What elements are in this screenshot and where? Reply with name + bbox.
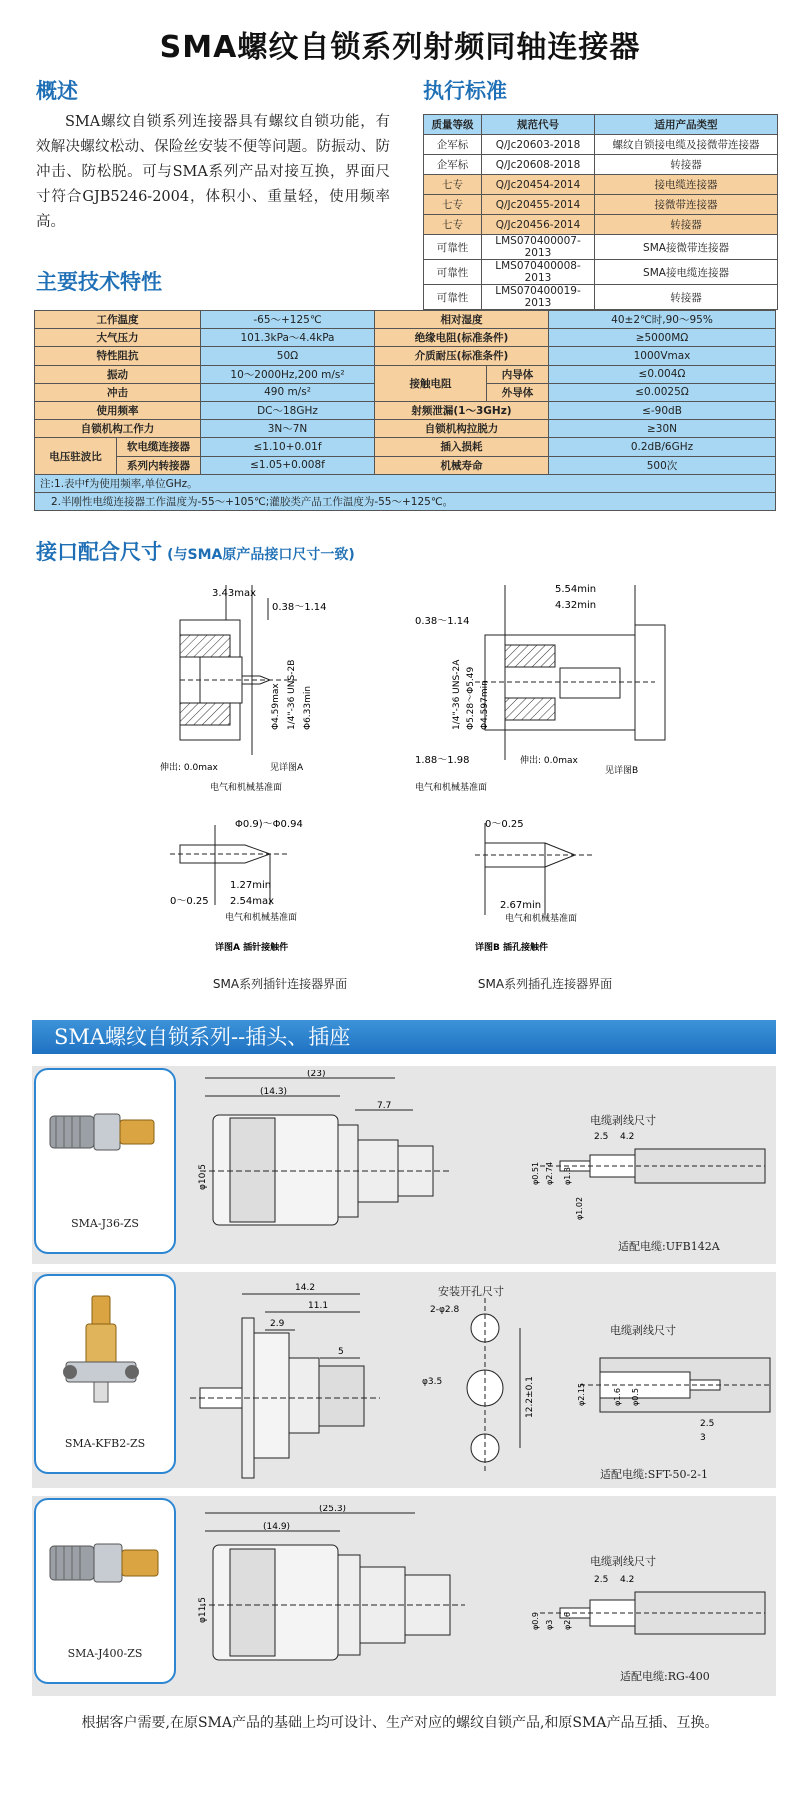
dim-188-198: 1.88～1.98 [415,755,470,766]
table-row: 七专 Q/Jc20454-2014 接电缆连接器 [424,175,778,195]
table-row: 使用频率 DC～18GHz 射频泄漏(1～3GHz) ≤-90dB [35,401,776,419]
product-drawing-3 [195,1505,475,1690]
p1-dim-tail: 7.7 [377,1101,392,1111]
dim-528-549: Φ5.28～Φ5.49 [466,666,476,730]
p1-dim-total: (23) [307,1070,326,1079]
dim-432min: 4.32min [555,600,597,611]
pin-interface-drawing [160,580,410,800]
standards-heading: 执行标准 [423,79,507,103]
p3-strip-09: φ0.9 [531,1612,540,1630]
specs-heading: 主要技术特性 [36,270,162,294]
dim-thread: 1/4"-36 UNS-2B [287,659,297,730]
product-drawing-2 [190,1278,390,1483]
table-row: 企军标 Q/Jc20603-2018 螺纹自锁接电缆及接微带连接器 [424,135,778,155]
dim-4597min: Φ4.597min [480,680,490,730]
p2-strip-215: φ2.15 [577,1382,586,1406]
standards-table [423,114,778,310]
p1-dim-dia: φ10.5 [198,1164,208,1190]
overview-heading: 概述 [36,79,78,103]
dim-459max: Φ4.59max [271,683,281,730]
interface-heading: 接口配合尺寸 [36,540,162,564]
p2-dim-5: 5 [338,1347,344,1357]
p3-dim-total: (25.3) [319,1505,347,1514]
dim-633min: Φ6.33min [303,685,313,730]
overview-text: SMA螺纹自锁系列连接器具有螺纹自锁功能，有效解决螺纹松动、保险丝安装不便等问题。防振动、防冲击、防松脱。可与SMA系列产品对接互换，界面尺寸符合GJB5246-2004，体积小、重量轻，使用频率高。 [36,114,390,230]
p2-strip-3: 3 [700,1433,706,1443]
p3-strip-42: 4.2 [620,1575,635,1585]
p1-strip-051: φ0.51 [531,1161,540,1185]
dim-038-114: 0.38～1.14 [272,602,327,613]
detail-b-drawing [455,815,655,970]
product-photo-2 [36,1276,174,1416]
table-row: 振动 10～2000Hz,200 m/s² 接触电阻 内导体 ≤0.004Ω [35,365,776,383]
specs-table [34,310,776,511]
p2-cable: 适配电缆:SFT-50-2-1 [600,1468,708,1481]
see-detail-b: 见详图B [605,766,639,776]
pin-caption: SMA系列插针连接器界面 [212,977,348,991]
p2-dim-29: 2.9 [270,1319,285,1329]
table-row: 系列内转接器 ≤1.05+0.008f 机械寿命 500次 [35,456,776,474]
table-row: 可靠性 LMS070400007-2013 SMA接微带连接器 [424,235,778,260]
p2-hole-drawing [420,1298,550,1473]
detail-b-label: 详图B 插孔接触件 [475,943,548,953]
ref-plane-b: 电气和机械基准面 [415,783,488,793]
table-row: 电压驻波比 软电缆连接器 ≤1.10+0.01f 插入损耗 0.2dB/6GHz [35,438,776,456]
p2-strip-05: φ0.5 [631,1388,640,1406]
dim-254max: 2.54max [230,896,275,907]
product-card-1 [34,1068,176,1254]
table-row: 工作温度 -65～+125℃ 相对湿度 40±2℃时,90～95% [35,311,776,329]
table-row: 特性阻抗 50Ω 介质耐压(标准条件) 1000Vmax [35,347,776,365]
page-title: SMA螺纹自锁系列射频同轴连接器 [159,30,641,65]
product-photo-3 [36,1500,174,1620]
p1-strip-title: 电缆剥线尺寸 [590,1114,656,1127]
product-model-3: SMA-J400-ZS [67,1647,143,1660]
interface-heading-wrap [36,536,355,566]
table-row: 注:1.表中f为使用频率,单位GHz。 [35,474,776,492]
p3-cable: 适配电缆:RG-400 [620,1670,710,1683]
p2-hole-35: φ3.5 [422,1377,443,1387]
p3-dim-body: (14.9) [263,1522,291,1532]
p2-dim-111: 11.1 [308,1301,329,1311]
see-detail-a: 见详图A [270,763,304,773]
product-photo-1 [36,1070,174,1190]
ref-plane: 电气和机械基准面 [210,783,283,793]
dim-0-025: 0～0.25 [170,896,209,907]
product-card-3 [34,1498,176,1684]
detail-a-drawing [170,815,390,970]
interface-subheading: (与SMA原产品接口尺寸一致) [167,547,355,563]
socket-interface-drawing [415,580,675,800]
series-band: SMA螺纹自锁系列--插头、插座 [32,1020,776,1054]
table-row: 七专 Q/Jc20456-2014 转接器 [424,215,778,235]
p3-strip-drawing [520,1568,770,1668]
th-code: 规范代号 [482,115,595,135]
table-header [424,115,778,135]
p2-dim-142: 14.2 [295,1283,316,1293]
p1-dim-body: (14.3) [260,1087,288,1097]
table-row: 2.半刚性电缆连接器工作温度为-55～+105℃;灌胶类产品工作温度为-55～+125℃。 [35,492,776,510]
product-drawing-1 [195,1070,465,1260]
p3-strip-26: φ2.6 [563,1612,572,1630]
product-model-2: SMA-KFB2-ZS [64,1437,146,1450]
p3-strip-title: 电缆剥线尺寸 [590,1555,656,1568]
dim-0-025-b: 0～0.25 [485,819,524,830]
ref-plane-detail-a: 电气和机械基准面 [225,913,298,923]
table-row: 企军标 Q/Jc20608-2018 转接器 [424,155,778,175]
dim-thread-b: 1/4"-36 UNS-2A [452,659,462,730]
p2-strip-drawing [570,1338,775,1443]
dim-554min: 5.54min [555,584,597,595]
p2-strip-16: φ1.6 [613,1388,622,1406]
p2-strip-25: 2.5 [700,1419,715,1429]
p1-strip-drawing [520,1125,770,1225]
p3-dim-dia: φ11.5 [198,1597,208,1623]
table-row: 七专 Q/Jc20455-2014 接微带连接器 [424,195,778,215]
detail-a-label: 详图A 插针接触件 [215,943,289,953]
p1-strip-102: φ1.02 [575,1196,584,1220]
p2-hole-title: 安装开孔尺寸 [438,1285,504,1298]
p1-strip-42: 4.2 [620,1132,635,1142]
p2-hole-122: 12.2±0.1 [525,1376,535,1418]
dim-extend-b: 伸出: 0.0max [520,756,578,766]
p1-cable: 适配电缆:UFB142A [618,1240,720,1253]
product-card-2 [34,1274,176,1474]
th-type: 适用产品类型 [595,115,778,135]
dim-extend: 伸出: 0.0max [160,763,218,773]
table-row: 冲击 490 m/s² 外导体 ≤0.0025Ω [35,383,776,401]
dim-038-114-b: 0.38～1.14 [415,616,470,627]
table-row: 可靠性 LMS070400019-2013 转接器 [424,285,778,310]
p2-strip-title: 电缆剥线尺寸 [610,1324,676,1337]
table-row: 可靠性 LMS070400008-2013 SMA接电缆连接器 [424,260,778,285]
table-row: 自锁机构工作力 3N～7N 自锁机构拉脱力 ≥30N [35,420,776,438]
dim-127min: 1.27min [230,880,272,891]
dim-pin-dia: Φ0.9)～Φ0.94 [235,819,303,830]
dim-343max: 3.43max [212,588,257,599]
footer-note: 根据客户需要,在原SMA产品的基础上均可设计、生产对应的螺纹自锁产品,和原SMA产品互插、互换。 [81,1715,719,1731]
product-model-1: SMA-J36-ZS [71,1217,139,1230]
th-grade: 质量等级 [424,115,482,135]
p3-strip-25: 2.5 [594,1575,609,1585]
p3-strip-3: φ3 [545,1619,554,1630]
p2-hole-28: 2-φ2.8 [430,1305,460,1315]
p1-strip-25: 2.5 [594,1132,609,1142]
p1-strip-13: φ1.3 [563,1167,572,1185]
ref-plane-detail-b: 电气和机械基准面 [505,914,578,924]
dim-267min: 2.67min [500,900,542,911]
table-row: 大气压力 101.3kPa～4.4kPa 绝缘电阻(标准条件) ≥5000MΩ [35,329,776,347]
p1-strip-274: φ2.74 [545,1161,554,1185]
socket-caption: SMA系列插孔连接器界面 [477,977,613,991]
